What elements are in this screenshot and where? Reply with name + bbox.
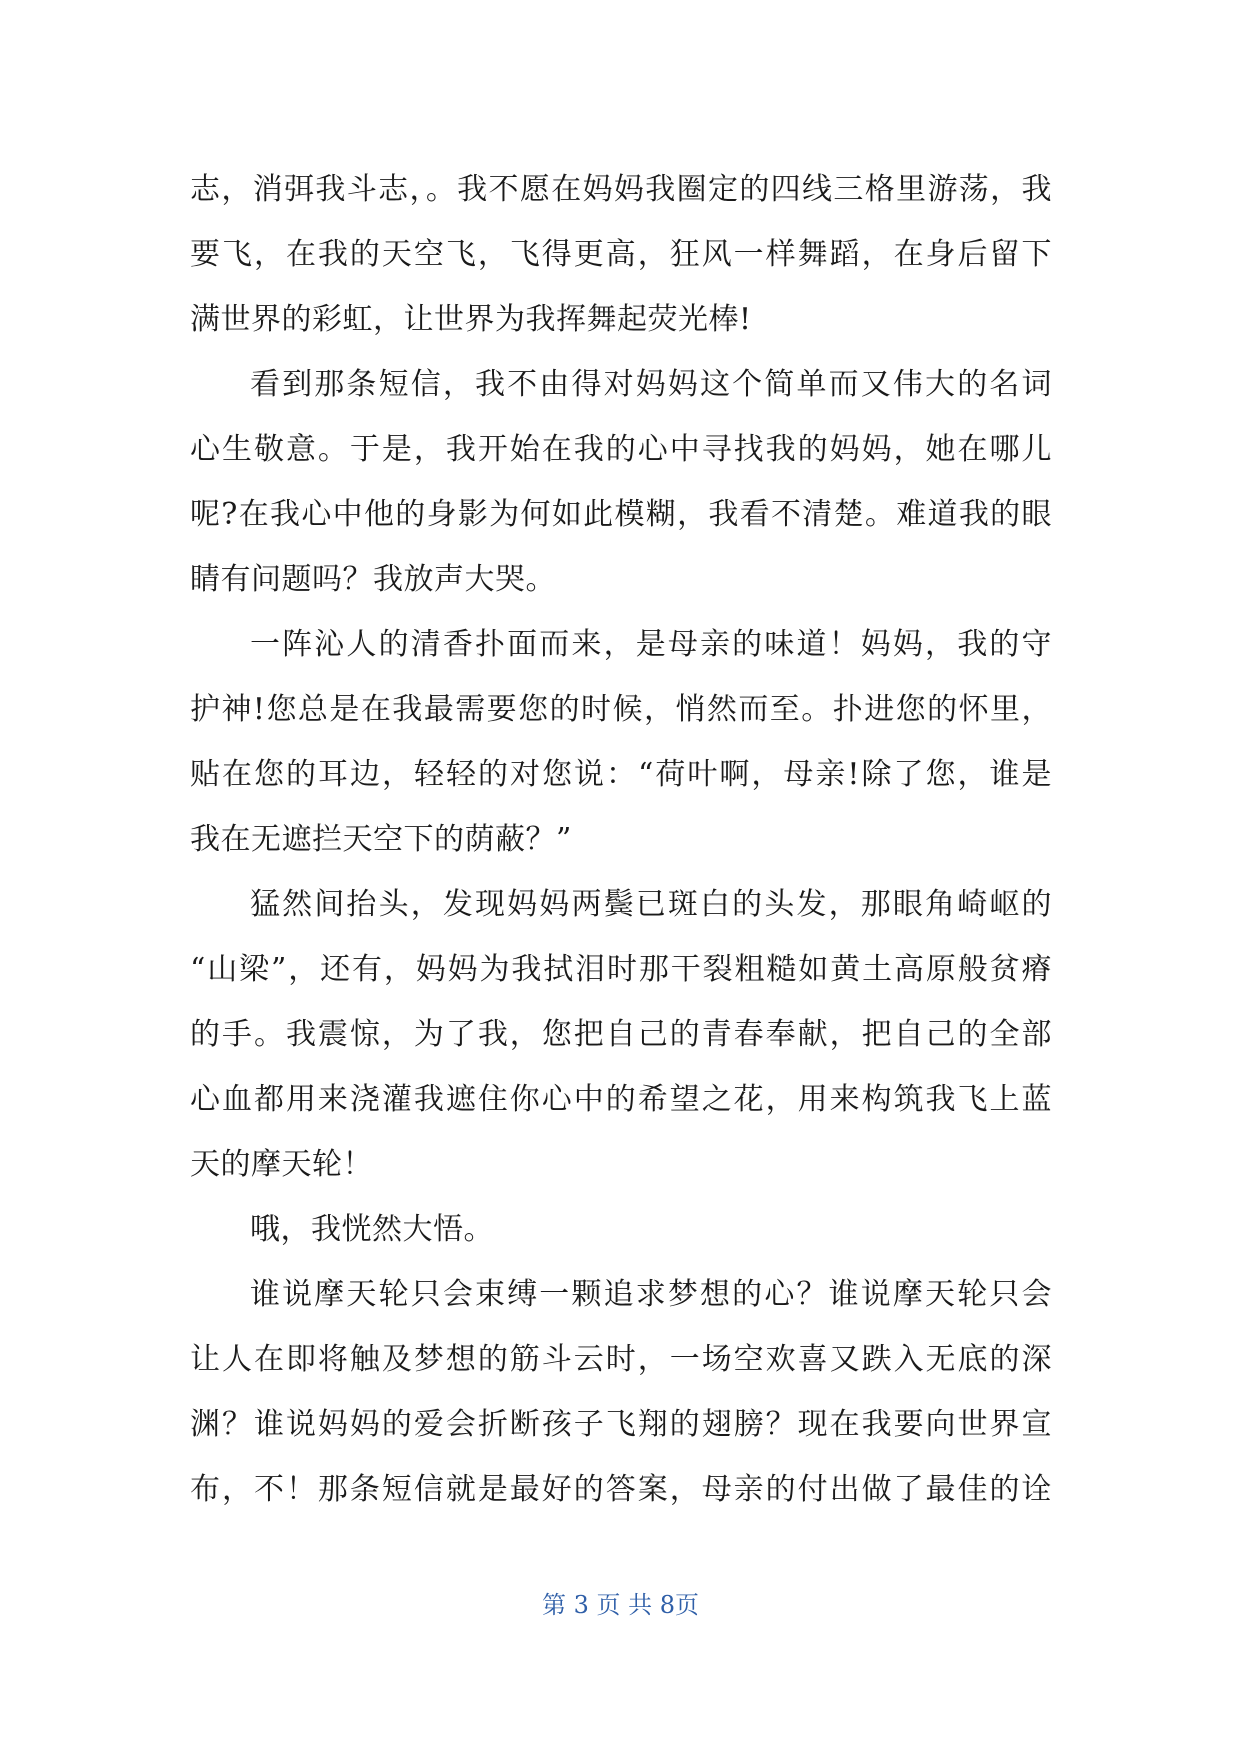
body-text bbox=[190, 157, 1052, 1522]
text-line: 哦，我恍然大悟。 bbox=[250, 1212, 494, 1247]
text-line: 天的摩天轮！ bbox=[190, 1147, 373, 1182]
text-line: 护神!您总是在我最需要您的时候，悄然而至。扑进您的怀里， bbox=[190, 692, 1052, 727]
text-line: 我在无遮拦天空下的荫蔽？” bbox=[190, 822, 572, 857]
text-line: 猛然间抬头，发现妈妈两鬓已斑白的头发，那眼角崎岖的 bbox=[250, 887, 1052, 922]
text-line: 布，不！那条短信就是最好的答案，母亲的付出做了最佳的诠 bbox=[190, 1472, 1052, 1507]
text-line: 心血都用来浇灌我遮住你心中的希望之花，用来构筑我飞上蓝 bbox=[190, 1082, 1052, 1117]
text-line: 志，消弭我斗志，。我不愿在妈妈我圈定的四线三格里游荡，我 bbox=[190, 172, 1052, 207]
text-line: 满世界的彩虹，让世界为我挥舞起荧光棒! bbox=[190, 302, 752, 337]
text-line: 渊？谁说妈妈的爱会折断孩子飞翔的翅膀？现在我要向世界宣 bbox=[190, 1407, 1052, 1442]
text-line: 贴在您的耳边，轻轻的对您说：“荷叶啊，母亲!除了您，谁是 bbox=[190, 757, 1052, 792]
page-number-footer: 第 3 页 共 8页 bbox=[541, 1591, 700, 1619]
text-line: 的手。我震惊，为了我，您把自己的青春奉献，把自己的全部 bbox=[190, 1017, 1052, 1052]
text-line: 看到那条短信，我不由得对妈妈这个简单而又伟大的名词 bbox=[250, 367, 1052, 402]
text-line: 一阵沁人的清香扑面而来，是母亲的味道！妈妈，我的守 bbox=[250, 627, 1052, 662]
text-line: 呢?在我心中他的身影为何如此模糊，我看不清楚。难道我的眼 bbox=[190, 497, 1052, 532]
text-line: 心生敬意。于是，我开始在我的心中寻找我的妈妈，她在哪儿 bbox=[190, 432, 1052, 467]
text-line: 睛有问题吗？我放声大哭。 bbox=[190, 562, 556, 597]
text-line: “山梁”，还有，妈妈为我拭泪时那干裂粗糙如黄土高原般贫瘠 bbox=[190, 952, 1052, 987]
text-line: 要飞，在我的天空飞，飞得更高，狂风一样舞蹈，在身后留下 bbox=[190, 237, 1052, 272]
text-line: 谁说摩天轮只会束缚一颗追求梦想的心？谁说摩天轮只会 bbox=[250, 1277, 1052, 1312]
text-line: 让人在即将触及梦想的筋斗云时，一场空欢喜又跌入无底的深 bbox=[190, 1342, 1052, 1377]
